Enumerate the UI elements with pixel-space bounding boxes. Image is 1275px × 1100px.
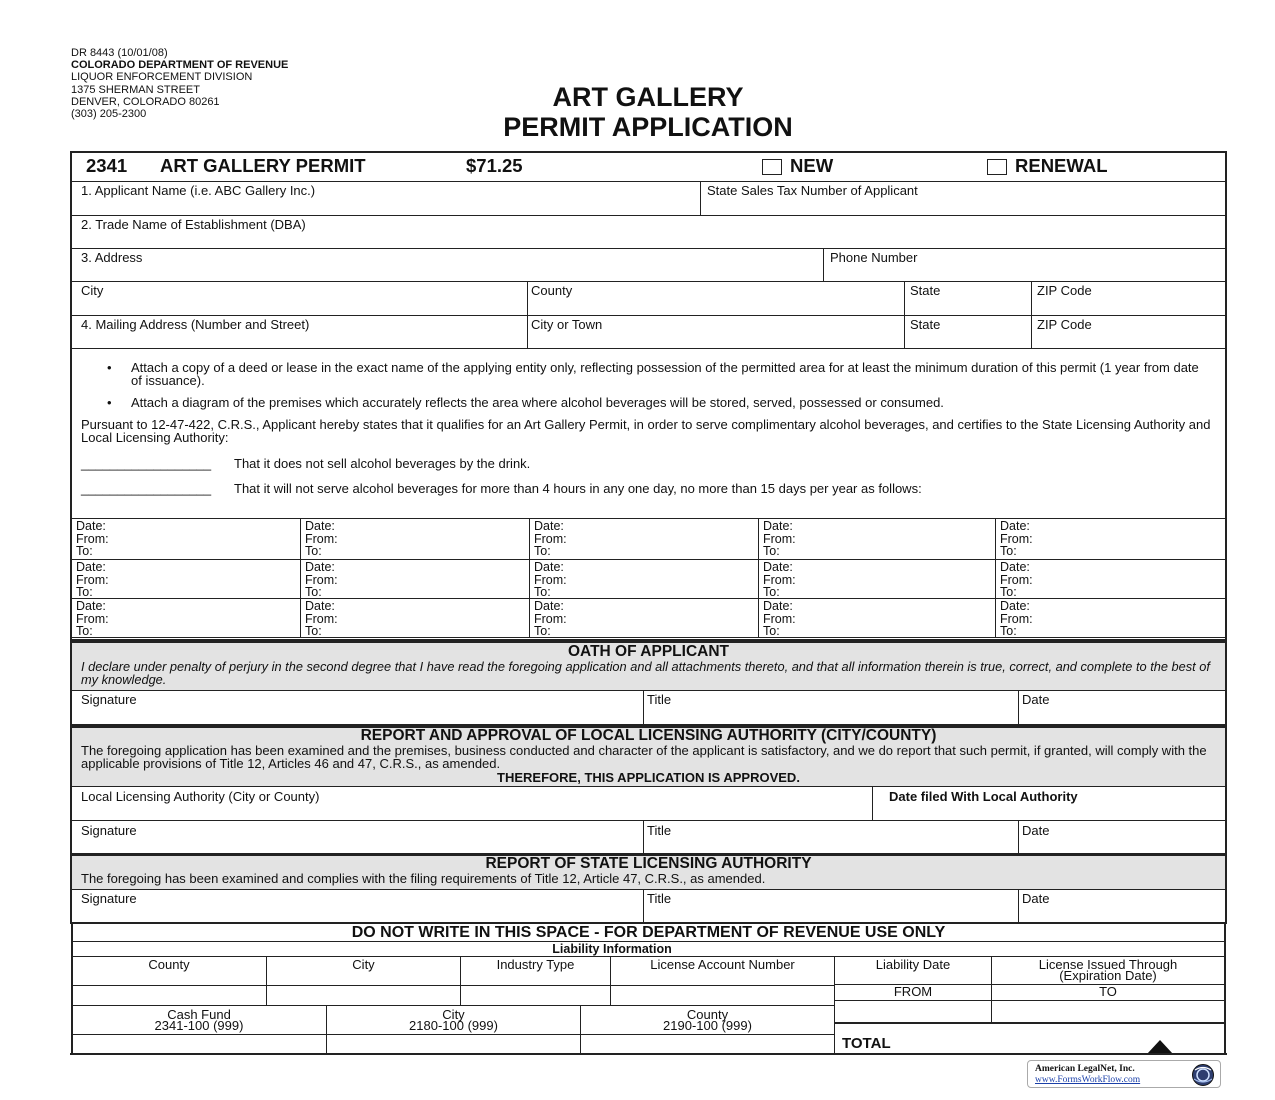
bullet-icon: • <box>107 360 112 375</box>
state-field[interactable]: State <box>910 283 941 298</box>
americanlegalnet-logo <box>1027 1060 1221 1088</box>
initial-blank-1[interactable]: __________________ <box>81 456 212 471</box>
city-fund-code: 2180-100 (999) <box>409 1018 498 1033</box>
street-address: 1375 SHERMAN STREET <box>71 83 200 96</box>
cash-fund-label: Cash Fund <box>167 1007 231 1022</box>
page-title: ART GALLERY <box>552 82 744 112</box>
date-cell-to-label: To: <box>1000 585 1017 599</box>
date-cell[interactable] <box>534 600 567 638</box>
address-field[interactable]: 3. Address <box>81 250 143 265</box>
applicant-date-field[interactable]: Date <box>1022 692 1050 707</box>
new-label: NEW <box>790 155 834 176</box>
dor-industry-header: Industry Type <box>496 957 575 972</box>
date-cell[interactable] <box>76 520 109 558</box>
dor-use-heading: DO NOT WRITE IN THIS SPACE - FOR DEPARTMENT OF REVENUE USE ONLY <box>351 924 946 941</box>
date-cell-from-label: From: <box>305 531 338 546</box>
local-authority-heading: REPORT AND APPROVAL OF LOCAL LICENSING AUTHORITY (CITY/COUNTY) <box>360 727 937 744</box>
date-cell-to-label: To: <box>763 624 780 638</box>
dor-issued-through-header: License Issued Through <box>1038 957 1178 972</box>
date-cell[interactable] <box>1000 520 1033 558</box>
liability-from-label: FROM <box>893 984 933 999</box>
renewal-checkbox[interactable] <box>987 159 1007 175</box>
permit-fee: $71.25 <box>466 155 523 176</box>
watermark-url[interactable]: www.FormsWorkFlow.com <box>1035 1075 1141 1085</box>
date-cell-date-label: Date: <box>1000 519 1030 533</box>
date-filed-field[interactable]: Date filed With Local Authority <box>889 789 1078 804</box>
instruction-diagram: Attach a diagram of the premises which accurately reflects the area where alcohol beverages will be stored, served, possessed or consumed. <box>131 395 944 410</box>
date-cell-from-label: From: <box>305 572 338 587</box>
dor-liability-date-header: Liability Date <box>875 957 951 972</box>
county-field[interactable]: County <box>531 283 573 298</box>
city-town-field[interactable]: City or Town <box>531 317 603 332</box>
date-cell[interactable] <box>1000 600 1033 638</box>
date-cell-to-label: To: <box>1000 544 1017 558</box>
instruction-deed: Attach a copy of a deed or lease in the exact name of the applying entity only, reflecting possession of the permitted area for at least the minimum duration of this permit (1 year from date of issuance). <box>131 360 1199 388</box>
liability-to-label: TO <box>1099 984 1117 999</box>
state-authority-text: The foregoing has been examined and complies with the filing requirements of Title 12, Article 47, C.R.S., as amended. <box>81 871 766 886</box>
date-cell[interactable] <box>763 520 796 558</box>
permit-name: ART GALLERY PERMIT <box>160 155 366 176</box>
date-cell-to-label: To: <box>305 544 322 558</box>
date-cell-date-label: Date: <box>763 599 793 613</box>
certification-hours: That it will not serve alcohol beverages for more than 4 hours in any one day, no more than 15 days per year as follows: <box>234 481 922 496</box>
oath-heading: OATH OF APPLICANT <box>567 643 730 660</box>
date-cell-to-label: To: <box>763 544 780 558</box>
dor-account-header: License Account Number <box>650 957 795 972</box>
date-cell[interactable] <box>1000 561 1033 599</box>
date-cell-to-label: To: <box>76 585 93 599</box>
state-title-field[interactable]: Title <box>647 891 672 906</box>
date-cell-to-label: To: <box>76 544 93 558</box>
mailing-state-field[interactable]: State <box>910 317 941 332</box>
date-cell-from-label: From: <box>534 611 567 626</box>
date-cell-from-label: From: <box>1000 611 1033 626</box>
date-cell[interactable] <box>763 600 796 638</box>
new-checkbox[interactable] <box>762 159 782 175</box>
watermark-company: American LegalNet, Inc. <box>1035 1064 1135 1074</box>
globe-icon <box>1186 1063 1220 1087</box>
city-address: DENVER, COLORADO 80261 <box>71 95 220 108</box>
date-cell-date-label: Date: <box>534 560 564 574</box>
date-cell-from-label: From: <box>305 611 338 626</box>
local-signature-field[interactable]: Signature <box>81 823 137 838</box>
county-fund-code: 2190-100 (999) <box>663 1018 752 1033</box>
dor-city-header: City <box>352 957 375 972</box>
mailing-zip-field[interactable]: ZIP Code <box>1037 317 1092 332</box>
form-number: DR 8443 (10/01/08) <box>71 47 168 59</box>
applicant-signature-field[interactable]: Signature <box>81 692 137 707</box>
date-cell-date-label: Date: <box>1000 560 1030 574</box>
date-cell[interactable] <box>305 600 338 638</box>
local-title-field[interactable]: Title <box>647 823 672 838</box>
local-authority-text: The foregoing application has been examined and the premises, business conducted and character of the applicant is satisfactory, and we do report that such permit, if granted, will comply with the applicable provisions of Title 12, Articles 46 and 47, C.R.S., as amended. <box>81 743 1207 771</box>
date-cell-from-label: From: <box>1000 531 1033 546</box>
date-cell[interactable] <box>534 520 567 558</box>
date-cell[interactable] <box>534 561 567 599</box>
applicant-title-field[interactable]: Title <box>647 692 672 707</box>
date-cell-date-label: Date: <box>1000 599 1030 613</box>
city-fund-label: City <box>442 1007 465 1022</box>
pursuant-statement: Pursuant to 12-47-422, C.R.S., Applicant hereby states that it qualifies for an Art Gallery Permit, in order to serve complimentary alcohol beverages, and certifies to the State Licensing Authority and Local Licensing Authority: <box>81 417 1211 445</box>
date-cell[interactable] <box>763 561 796 599</box>
date-cell-to-label: To: <box>534 544 551 558</box>
date-cell-to-label: To: <box>76 624 93 638</box>
sales-tax-field[interactable]: State Sales Tax Number of Applicant <box>707 183 918 198</box>
date-cell-to-label: To: <box>305 624 322 638</box>
date-cell-date-label: Date: <box>305 519 335 533</box>
county-fund-label: County <box>686 1007 729 1022</box>
date-cell[interactable] <box>305 561 338 599</box>
agency-phone: (303) 205-2300 <box>71 108 147 121</box>
date-cell-date-label: Date: <box>763 560 793 574</box>
date-cell-from-label: From: <box>763 611 796 626</box>
local-authority-field[interactable]: Local Licensing Authority (City or County) <box>81 789 320 804</box>
date-cell-date-label: Date: <box>305 599 335 613</box>
initial-blank-2[interactable]: __________________ <box>81 481 212 496</box>
date-cell-to-label: To: <box>1000 624 1017 638</box>
dor-county-header: County <box>148 957 190 972</box>
date-cell-from-label: From: <box>534 531 567 546</box>
date-cell-to-label: To: <box>534 624 551 638</box>
agency-header <box>71 47 288 120</box>
trade-name-field[interactable]: 2. Trade Name of Establishment (DBA) <box>81 217 306 232</box>
date-cell-to-label: To: <box>763 585 780 599</box>
cash-fund-code: 2341-100 (999) <box>154 1018 244 1033</box>
oath-text: I declare under penalty of perjury in the second degree that I have read the foregoing application and all attachments thereto, and that all information therein is true, correct, and complete to the best of my knowledge. <box>81 659 1210 687</box>
total-label: TOTAL <box>842 1035 891 1052</box>
state-date-field[interactable]: Date <box>1022 891 1050 906</box>
renewal-label: RENEWAL <box>1015 155 1108 176</box>
date-cell-date-label: Date: <box>534 599 564 613</box>
date-cell-from-label: From: <box>534 572 567 587</box>
date-cell-from-label: From: <box>763 572 796 587</box>
mailing-address-field[interactable]: 4. Mailing Address (Number and Street) <box>81 317 310 332</box>
date-cell-from-label: From: <box>76 531 109 546</box>
date-cell-from-label: From: <box>763 531 796 546</box>
date-cell[interactable] <box>76 561 109 599</box>
date-cell-date-label: Date: <box>76 560 106 574</box>
phone-number-field[interactable]: Phone Number <box>830 250 918 265</box>
date-cell-from-label: From: <box>1000 572 1033 587</box>
zip-field[interactable]: ZIP Code <box>1037 283 1092 298</box>
date-cell-date-label: Date: <box>76 599 106 613</box>
date-cell-from-label: From: <box>76 611 109 626</box>
local-date-field[interactable]: Date <box>1022 823 1050 838</box>
city-field[interactable]: City <box>81 283 104 298</box>
liability-information-label: Liability Information <box>552 942 672 956</box>
date-cell-date-label: Date: <box>305 560 335 574</box>
approved-statement: THEREFORE, THIS APPLICATION IS APPROVED. <box>497 770 800 785</box>
permit-code: 2341 <box>86 155 128 176</box>
department-name: COLORADO DEPARTMENT OF REVENUE <box>71 59 289 72</box>
date-cell-date-label: Date: <box>76 519 106 533</box>
page-subtitle: PERMIT APPLICATION <box>503 112 793 142</box>
applicant-name-field[interactable]: 1. Applicant Name (i.e. ABC Gallery Inc.) <box>81 183 316 198</box>
triangle-icon <box>1147 1040 1173 1054</box>
date-cell-date-label: Date: <box>763 519 793 533</box>
date-cell-to-label: To: <box>534 585 551 599</box>
date-cell-to-label: To: <box>305 585 322 599</box>
date-cell-from-label: From: <box>76 572 109 587</box>
bullet-icon: • <box>107 395 112 410</box>
dor-expiration-header: (Expiration Date) <box>1059 968 1157 983</box>
date-cell-date-label: Date: <box>534 519 564 533</box>
state-signature-field[interactable]: Signature <box>81 891 137 906</box>
date-cell[interactable] <box>76 600 109 638</box>
certification-no-sale: That it does not sell alcohol beverages by the drink. <box>234 456 531 471</box>
state-authority-heading: REPORT OF STATE LICENSING AUTHORITY <box>485 855 812 872</box>
division-name: LIQUOR ENFORCEMENT DIVISION <box>71 71 253 84</box>
date-cell[interactable] <box>305 520 338 558</box>
